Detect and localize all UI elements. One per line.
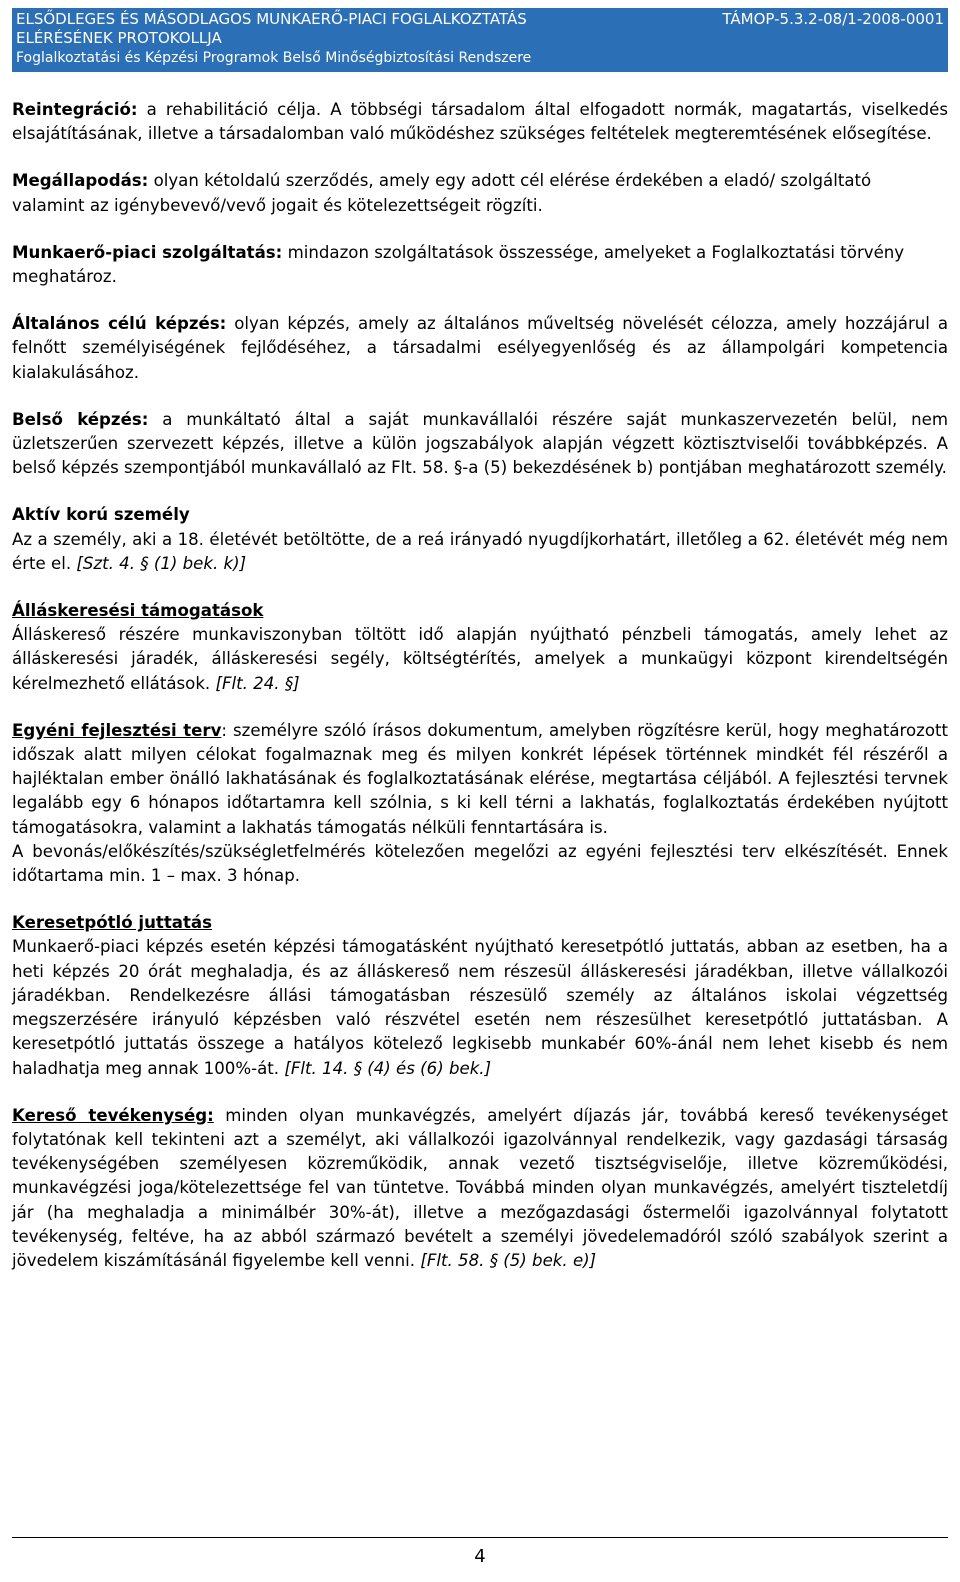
entry-term: Munkaerő-piaci szolgáltatás: bbox=[12, 242, 283, 262]
entry-text: Munkaerő-piaci képzés esetén képzési támogatásként nyújtható keresetpótló juttatás, abban az esetben, ha a heti képzés 20 órát meghaladja, és az álláskereső nem részesül álláskeresési járadékban, illetve vállalkozói járadékban. Rendelkezésre állási támogatásban részesülő személy az általános iskolai végzettség megszerzésére irányuló képzésben való részvétel esetén nem részesülhet keresetpótló juttatásban. A keresetpótló juttatás összege a hatályos kötelező legkisebb munkabér 60%-ánál nem lehet kisebb és nem haladhatja meg annak 100%-át. bbox=[12, 937, 948, 1078]
entry-allaskeresesi-tamogatasok bbox=[12, 599, 948, 696]
document-header bbox=[12, 8, 948, 72]
header-title-line2: ELÉRÉSÉNEK PROTOKOLLJA bbox=[16, 29, 222, 47]
glossary-content bbox=[12, 98, 948, 1296]
entry-text: mindazon szolgáltatások összessége, amelyeket a Foglalkoztatási törvény meghatároz. bbox=[12, 242, 905, 287]
entry-text-continued: A bevonás/előkészítés/szükségletfelmérés kötelezően megelőzi az egyéni fejlesztési terv elkészítését. Ennek időtartama min. 1 – max. 3 hónap. bbox=[12, 841, 948, 886]
entry-text: Álláskereső részére munkaviszonyban töltött idő alapján nyújtható pénzbeli támogatás, amely lehet az álláskeresési járadék, álláskeresési segély, költségtérítés, amelyek a munkaügyi központ kirendeltségén kérelmezhető ellátások. bbox=[12, 625, 948, 693]
legal-reference: [Flt. 58. § (5) bek. e)] bbox=[420, 1250, 597, 1270]
entry-term: Kereső tevékenység: bbox=[12, 1105, 214, 1125]
legal-reference: [Szt. 4. § (1) bek. k)] bbox=[76, 553, 247, 573]
entry-term: Reintegráció: bbox=[12, 100, 138, 119]
entry-egyeni-fejlesztesi-terv bbox=[12, 719, 948, 888]
entry-text: Az a személy, aki a 18. életévét betöltötte, de a reá irányadó nyugdíjkorhatárt, illetőleg a 62. életévét még nem érte el. bbox=[12, 529, 948, 573]
entry-term: Keresetpótló juttatás bbox=[12, 913, 212, 933]
legal-reference: [Flt. 24. §] bbox=[215, 673, 300, 693]
entry-aktiv-koru-szemely bbox=[12, 503, 948, 576]
header-subtitle: Foglalkoztatási és Képzési Programok Belső Minőségbiztosítási Rendszere bbox=[16, 50, 532, 66]
entry-text: olyan kétoldalú szerződés, amely egy adott cél elérése érdekében a eladó/ szolgáltató valamint az igénybevevő/vevő jogait és kötelezettségeit rögzíti. bbox=[12, 171, 872, 215]
header-row bbox=[16, 10, 944, 29]
entry-term: Álláskeresési támogatások bbox=[12, 601, 264, 621]
entry-megallapodas bbox=[12, 169, 948, 217]
entry-text: minden olyan munkavégzés, amelyért díjazás jár, továbbá kereső tevékenységet folytatónak kell tekinteni azt a személyt, aki vállalkozói igazolvánnyal rendelkezik, vagy gazdasági társaság tevékenységében személyesen közreműködik, annak vezető tisztségviselője, illetve közreműködési, munkavégzési joga/kötelezettsége fel van tüntetve. Továbbá minden olyan munkavégzés, amelyért tiszteletdíj jár (ha meghaladja a minimálbér 30%-át), illetve a mezőgazdasági őstermelői igazolvánnyal folytatott tevékenység, feltéve, ha az abból származó bevételt a személyi jövedelemadóról szóló szabályok szerint a jövedelem kiszámításánál figyelembe kell venni. bbox=[12, 1105, 948, 1270]
entry-term: Megállapodás: bbox=[12, 171, 149, 191]
legal-reference: [Flt. 14. § (4) és (6) bek.] bbox=[284, 1058, 492, 1078]
header-title-line1: ELSŐDLEGES ÉS MÁSODLAGOS MUNKAERŐ-PIACI FOGLALKOZTATÁS bbox=[16, 10, 527, 28]
entry-text: : személyre szóló írásos dokumentum, amelyben rögzítésre kerül, hogy meghatározott időszak alatt milyen célokat fogalmaznak meg és milyen konkrét lépések történnek mindkét fél részéről a hajléktalan ember önálló lakhatásának és foglalkoztatásának elérése, megtartása céljából. A fejlesztési tervnek legalább egy 6 hónapos időtartamra kell szólnia, s ki kell térni a lakhatás, foglalkoztatás érdekében nyújtott támogatásokra, valamint a lakhatás támogatás nélküli fenntartására is. bbox=[12, 720, 948, 837]
entry-text: a rehabilitáció célja. A többségi társadalom által elfogadott normák, magatartás, viselkedés elsajátításának, illetve a társadalomban való működéshez szükséges feltételek megteremtésének elősegítése. bbox=[12, 100, 948, 144]
entry-reintegracio bbox=[12, 98, 948, 146]
entry-term: Általános célú képzés: bbox=[12, 314, 227, 334]
entry-term: Aktív korú személy bbox=[12, 505, 190, 525]
entry-belso-kepzes bbox=[12, 408, 948, 481]
page-number: 4 bbox=[474, 1546, 486, 1567]
project-code: TÁMOP-5.3.2-08/1-2008-0001 bbox=[722, 10, 944, 28]
entry-term: Belső képzés: bbox=[12, 409, 149, 429]
entry-text: a munkáltató által a saját munkavállalói részére saját munkaszervezetén belül, nem üzletszerűen szervezett képzés, illetve a külön jogszabályok alapján végzett köztisztviselői továbbképzés. A belső képzés szempontjából munkavállaló az Flt. 58. §-a (5) bekezdésének b) pontjában meghatározott személy. bbox=[12, 409, 948, 478]
entry-keresetpotlo-juttatas bbox=[12, 911, 948, 1080]
footer-divider bbox=[12, 1537, 948, 1538]
entry-altalanos-celu-kepzes bbox=[12, 312, 948, 385]
entry-kereso-tevekenyseg bbox=[12, 1104, 948, 1273]
entry-term: Egyéni fejlesztési terv bbox=[12, 720, 222, 740]
entry-text: olyan képzés, amely az általános műveltség növelését célozza, amely hozzájárul a felnőtt személyiségének fejlődéséhez, a társadalmi esélyegyenlőség és az állampolgári kompetencia kialakulásához. bbox=[12, 314, 949, 382]
entry-munkaero-piaci-szolgaltatas bbox=[12, 241, 948, 289]
